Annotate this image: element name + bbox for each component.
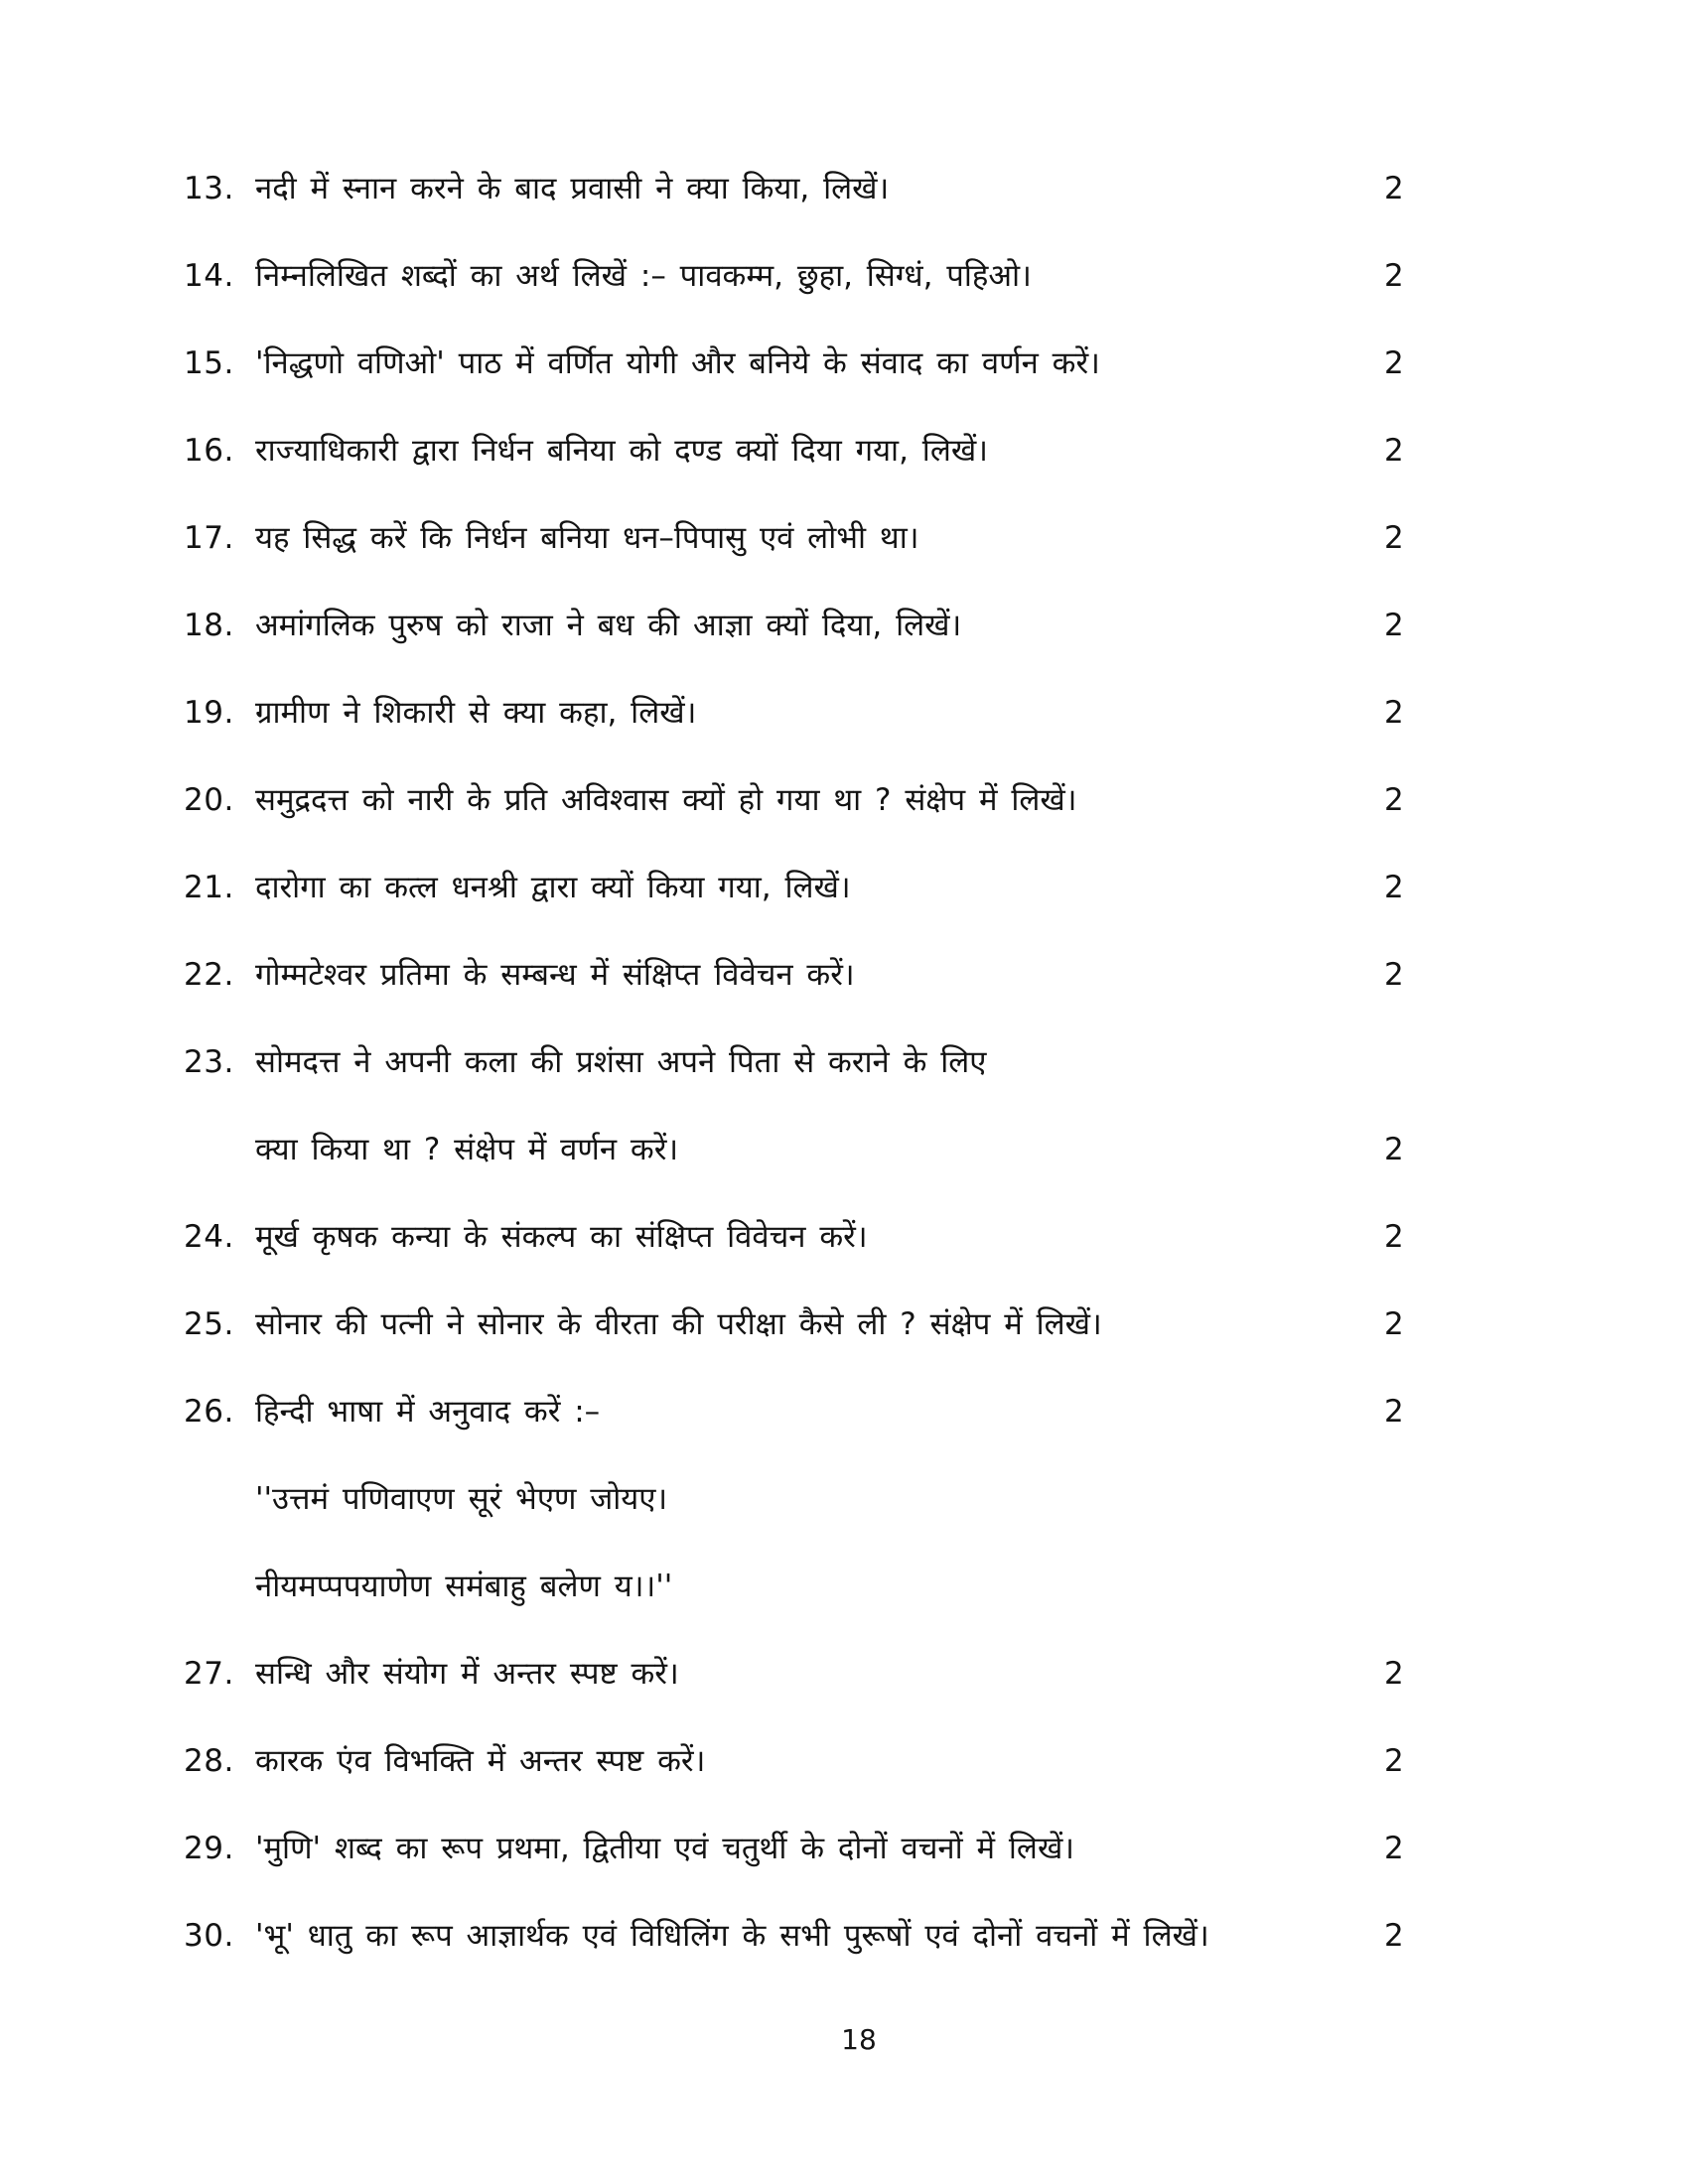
question-marks: 2: [1384, 1831, 1404, 1866]
question-text: 'निद्धणो वणिओ' पाठ में वर्णित योगी और बनिये के संवाद का वर्णन करें।: [255, 345, 1100, 381]
question-number: 21.: [184, 870, 234, 905]
question-text: समुद्रदत्त को नारी के प्रति अविश्वास क्यों हो गया था ? संक्षेप में लिखें।: [255, 782, 1077, 818]
question-row: [184, 254, 1450, 341]
question-number: 26.: [184, 1394, 234, 1430]
question-row: [184, 866, 1450, 953]
question-text: क्या किया था ? संक्षेप में वर्णन करें।: [255, 1132, 679, 1167]
question-number: 13.: [184, 171, 234, 206]
question-text: मूर्ख कृषक कन्या के संकल्प का संक्षिप्त विवेचन करें।: [255, 1219, 868, 1255]
question-row: [184, 1827, 1450, 1914]
question-row: [184, 516, 1450, 604]
question-number: 24.: [184, 1219, 234, 1255]
question-text: हिन्दी भाषा में अनुवाद करें :–: [255, 1394, 601, 1430]
question-row: [184, 604, 1450, 691]
question-text: सन्धि और संयोग में अन्तर स्पष्ट करें।: [255, 1656, 679, 1692]
question-text: राज्याधिकारी द्वारा निर्धन बनिया को दण्ड क्यों दिया गया, लिखें।: [255, 433, 988, 469]
question-list: [184, 167, 1450, 2001]
question-text: निम्नलिखित शब्दों का अर्थ लिखें :– पावकम्म, छुहा, सिग्धं, पहिओ।: [255, 258, 1032, 294]
question-number: 20.: [184, 782, 234, 818]
question-row: [184, 1302, 1450, 1390]
question-row: [184, 1739, 1450, 1827]
question-number: 19.: [184, 695, 234, 731]
question-marks: 2: [1384, 608, 1404, 643]
question-marks: 2: [1384, 1743, 1404, 1779]
question-number: 23.: [184, 1044, 234, 1080]
question-marks: 2: [1384, 1132, 1404, 1167]
question-text: कारक एंव विभक्ति में अन्तर स्पष्ट करें।: [255, 1743, 706, 1779]
question-number: 25.: [184, 1306, 234, 1342]
question-marks: 2: [1384, 1219, 1404, 1255]
question-text: 'मुणि' शब्द का रूप प्रथमा, द्वितीया एवं चतुर्थी के दोनों वचनों में लिखें।: [255, 1831, 1075, 1866]
question-marks: 2: [1384, 171, 1404, 206]
question-number: 18.: [184, 608, 234, 643]
question-marks: 2: [1384, 258, 1404, 294]
question-text: दारोगा का कत्ल धनश्री द्वारा क्यों किया गया, लिखें।: [255, 870, 851, 905]
question-marks: 2: [1384, 870, 1404, 905]
page-number: 18: [841, 2023, 877, 2056]
question-text: गोम्मटेश्वर प्रतिमा के सम्बन्ध में संक्षिप्त विवेचन करें।: [255, 957, 855, 993]
question-number: 16.: [184, 433, 234, 469]
question-text: यह सिद्ध करें कि निर्धन बनिया धन–पिपासु एवं लोभी था।: [255, 520, 919, 556]
question-number: 15.: [184, 345, 234, 381]
question-number: 27.: [184, 1656, 234, 1692]
question-marks: 2: [1384, 520, 1404, 556]
question-row: [184, 429, 1450, 516]
question-row: [184, 1390, 1450, 1477]
verse-line: नीयमप्पपयाणेण समंबाहु बलेण य।।'': [255, 1569, 673, 1604]
question-marks: 2: [1384, 782, 1404, 818]
question-marks: 2: [1384, 957, 1404, 993]
question-marks: 2: [1384, 433, 1404, 469]
question-text: अमांगलिक पुरुष को राजा ने बध की आज्ञा क्यों दिया, लिखें।: [255, 608, 962, 643]
question-number: 29.: [184, 1831, 234, 1866]
question-row: [184, 1652, 1450, 1739]
question-marks: 2: [1384, 345, 1404, 381]
question-text: सोमदत्त ने अपनी कला की प्रशंसा अपने पिता से कराने के लिए: [255, 1044, 987, 1080]
question-number: 30.: [184, 1918, 234, 1954]
question-row: [184, 778, 1450, 866]
question-marks: 2: [1384, 1306, 1404, 1342]
question-row: [184, 341, 1450, 429]
question-row: [184, 953, 1450, 1040]
question-marks: 2: [1384, 1918, 1404, 1954]
question-number: 14.: [184, 258, 234, 294]
question-continuation-row: [184, 1128, 1450, 1215]
question-number: 17.: [184, 520, 234, 556]
question-text: ग्रामीण ने शिकारी से क्या कहा, लिखें।: [255, 695, 697, 731]
question-text: 'भू' धातु का रूप आज्ञार्थक एवं विधिलिंग के सभी पुरूषों एवं दोनों वचनों में लिखें।: [255, 1918, 1209, 1954]
question-row: [184, 167, 1450, 254]
verse-line-row: [184, 1477, 1450, 1565]
question-marks: 2: [1384, 1656, 1404, 1692]
question-marks: 2: [1384, 1394, 1404, 1430]
question-row: [184, 1215, 1450, 1302]
question-row: [184, 691, 1450, 778]
question-row: [184, 1914, 1450, 2001]
question-marks: 2: [1384, 695, 1404, 731]
question-text: नदी में स्नान करने के बाद प्रवासी ने क्या किया, लिखें।: [255, 171, 890, 206]
question-number: 22.: [184, 957, 234, 993]
question-row: [184, 1040, 1450, 1128]
verse-line-row: [184, 1565, 1450, 1652]
verse-line: ''उत्तमं पणिवाएण सूरं भेएण जोयए।: [255, 1481, 668, 1517]
question-number: 28.: [184, 1743, 234, 1779]
question-text: सोनार की पत्नी ने सोनार के वीरता की परीक्षा कैसे ली ? संक्षेप में लिखें।: [255, 1306, 1102, 1342]
